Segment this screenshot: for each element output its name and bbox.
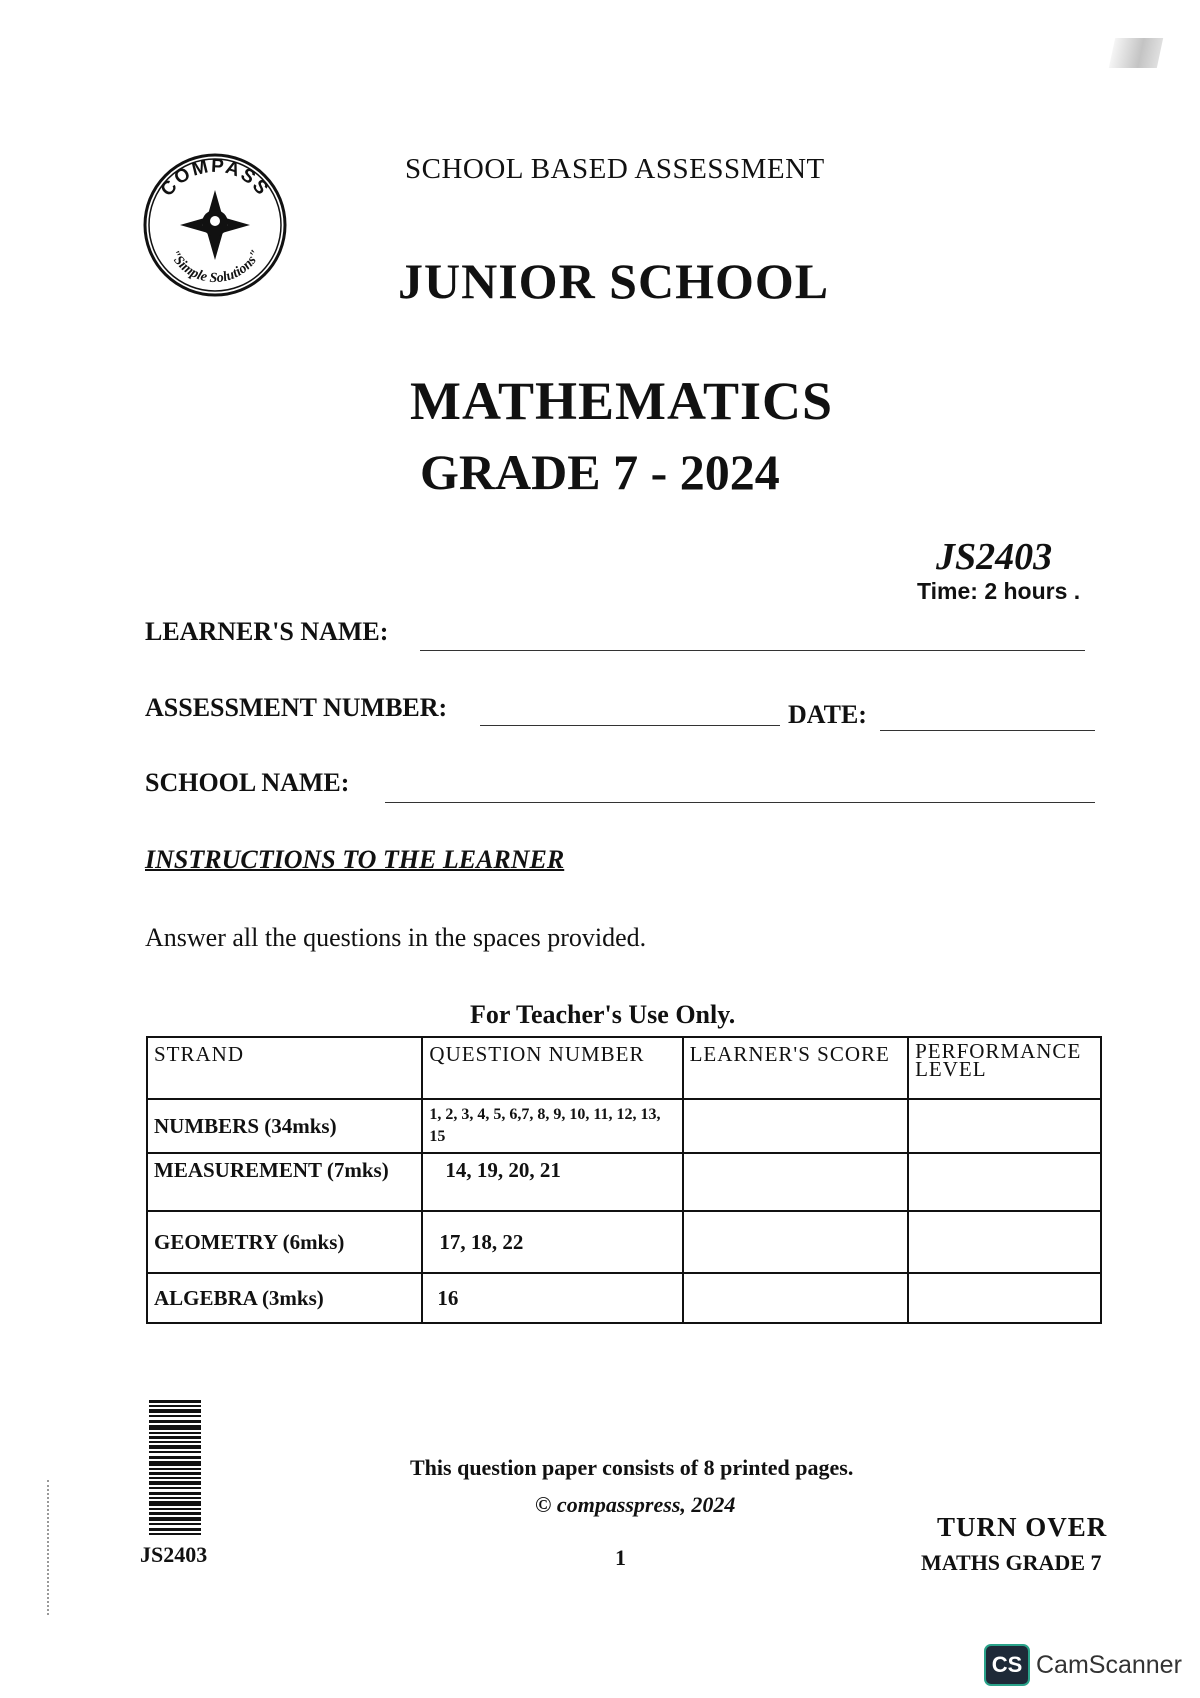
strand-cell: ALGEBRA (3mks) [147, 1273, 422, 1323]
compass-logo [140, 150, 290, 300]
subject-title: MATHEMATICS [410, 371, 834, 431]
logo-brand-text: COMPASS [156, 155, 274, 201]
learner-name-label: LEARNER'S NAME: [145, 617, 389, 646]
header-question-number: QUESTION NUMBER [422, 1037, 682, 1099]
table-row [147, 1273, 1101, 1323]
date-label: DATE: [788, 700, 867, 729]
camscanner-logo-icon: CS [984, 1644, 1030, 1686]
camscanner-watermark [984, 1644, 1182, 1686]
strand-cell: GEOMETRY (6mks) [147, 1211, 422, 1273]
instructions-heading: INSTRUCTIONS TO THE LEARNER [145, 845, 565, 874]
table-row [147, 1153, 1101, 1211]
marks-table [146, 1036, 1102, 1324]
barcode-code: JS2403 [140, 1542, 208, 1567]
question-numbers-cell: 1, 2, 3, 4, 5, 6,7, 8, 9, 10, 11, 12, 13, 15 [422, 1099, 682, 1153]
scan-smudge [1109, 38, 1163, 68]
score-cell[interactable] [683, 1153, 908, 1211]
compass-emblem-icon [140, 150, 290, 300]
logo-tagline-text: "Simple Solutions" [166, 247, 264, 287]
footer-subject: MATHS GRADE 7 [921, 1550, 1102, 1575]
assessment-number-label: ASSESSMENT NUMBER: [145, 693, 448, 722]
time-allowed: Time: 2 hours . [917, 578, 1081, 604]
grade-year-title: GRADE 7 - 2024 [420, 444, 780, 500]
scan-edge-mark [47, 1480, 51, 1615]
assessment-number-field[interactable] [480, 725, 780, 726]
strand-cell: NUMBERS (34mks) [147, 1099, 422, 1153]
question-numbers-cell: 17, 18, 22 [422, 1211, 682, 1273]
level-cell[interactable] [908, 1099, 1101, 1153]
question-numbers-cell: 14, 19, 20, 21 [422, 1153, 682, 1211]
barcode-icon [149, 1400, 201, 1535]
assessment-type-heading: SCHOOL BASED ASSESSMENT [405, 153, 825, 185]
date-field[interactable] [880, 730, 1095, 731]
school-name-field[interactable] [385, 802, 1095, 803]
teacher-use-caption: For Teacher's Use Only. [470, 1000, 736, 1029]
learner-name-field[interactable] [420, 650, 1085, 651]
page-number: 1 [615, 1545, 626, 1570]
table-row [147, 1099, 1101, 1153]
header-strand: STRAND [147, 1037, 422, 1099]
turn-over: TURN OVER [937, 1512, 1108, 1542]
paper-code: JS2403 [936, 536, 1053, 578]
level-cell[interactable] [908, 1153, 1101, 1211]
strand-cell: MEASUREMENT (7mks) [147, 1153, 422, 1211]
score-cell[interactable] [683, 1099, 908, 1153]
pages-note: This question paper consists of 8 printed pages. [410, 1455, 854, 1480]
school-level-title: JUNIOR SCHOOL [398, 253, 830, 309]
table-row [147, 1211, 1101, 1273]
header-learners-score: LEARNER'S SCORE [683, 1037, 908, 1099]
level-cell[interactable] [908, 1211, 1101, 1273]
level-cell[interactable] [908, 1273, 1101, 1323]
header-performance-level: PERFORMANCE LEVEL [908, 1037, 1101, 1099]
question-numbers-cell: 16 [422, 1273, 682, 1323]
copyright: © compasspress, 2024 [535, 1492, 736, 1517]
school-name-label: SCHOOL NAME: [145, 768, 350, 797]
table-header-row [147, 1037, 1101, 1099]
score-cell[interactable] [683, 1211, 908, 1273]
instructions-text: Answer all the questions in the spaces provided. [145, 923, 647, 952]
score-cell[interactable] [683, 1273, 908, 1323]
camscanner-text: CamScanner [1036, 1650, 1182, 1679]
